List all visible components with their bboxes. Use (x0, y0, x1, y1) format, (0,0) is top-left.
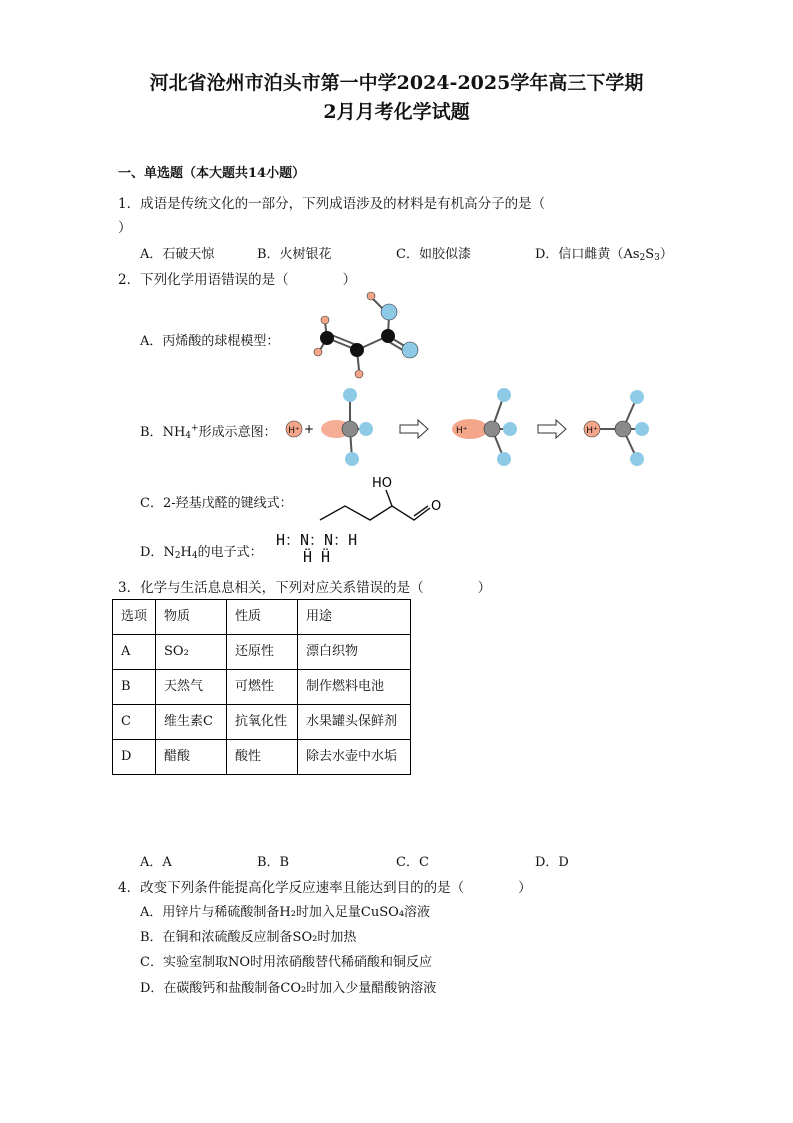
q1-stem-end: ） (118, 220, 132, 236)
hydroxypentanal-skeletal-formula (310, 472, 450, 532)
table-cell: 可燃性 (227, 670, 298, 705)
carbon-atom (381, 329, 395, 343)
q1-stem: 1．成语是传统文化的一部分，下列成语涉及的材料是有机高分子的是（ (118, 196, 546, 212)
electron-formula-bottom: Ḧ Ḧ (303, 548, 331, 566)
q1-option-c[interactable]: C．如胶似漆 (396, 247, 471, 262)
q2-option-b[interactable]: B．$NH_4^+$形成示意图： (140, 423, 277, 441)
table-row (113, 740, 411, 775)
q1-option-b[interactable]: B．火树银花 (257, 247, 332, 262)
ammonium-formation-diagram (280, 385, 660, 475)
table-cell: C (113, 705, 156, 740)
q4-stem: 4．改变下列条件能提高化学反应速率且能达到目的的是（ ） (118, 880, 532, 896)
arrow-2 (538, 420, 566, 438)
table-cell: 醋酸 (156, 740, 227, 775)
oxygen-atom (402, 342, 418, 358)
table-cell: 制作燃料电池 (298, 670, 411, 705)
title-line-2: 2月月考化学试题 (323, 101, 470, 123)
title-line-1: 河北省沧州市泊头市第一中学2024-2025学年高三下学期 (149, 72, 644, 94)
step-1 (286, 388, 373, 466)
header-cell: 物质 (156, 600, 227, 635)
electron-formula-top: H：N：N：H (276, 531, 358, 549)
table-cell: 还原性 (227, 635, 298, 670)
q3-stem: 3．化学与生活息息相关，下列对应关系错误的是（ ） (118, 580, 492, 596)
q1-option-a[interactable]: A．石破天惊 (140, 247, 215, 262)
q1-option-d[interactable]: D．信口雌黄$(As_2S_3)$ (535, 247, 673, 263)
q4-option-d[interactable]: D．在碳酸钙和盐酸制备CO₂时加入少量醋酸钠溶液 (140, 981, 437, 996)
step-3 (584, 390, 649, 466)
hydrogen-atom (321, 316, 329, 324)
table-cell: 酸性 (227, 740, 298, 775)
table-row (113, 635, 411, 670)
q3-option-a[interactable]: A．A (140, 855, 172, 870)
table-cell: 抗氧化性 (227, 705, 298, 740)
table-cell: 水果罐头保鲜剂 (298, 705, 411, 740)
q4-option-b[interactable]: B．在铜和浓硫酸反应制备SO₂时加热 (140, 930, 357, 945)
q3-option-d[interactable]: D．D (535, 855, 569, 870)
q4-option-c[interactable]: C．实验室制取NO时用浓硝酸替代稀硝酸和铜反应 (140, 955, 432, 970)
header-cell: 选项 (113, 600, 156, 635)
oxygen-atom (381, 304, 397, 320)
header-cell: 用途 (298, 600, 411, 635)
table-cell: 天然气 (156, 670, 227, 705)
table-row (113, 705, 411, 740)
carbon-atom (320, 331, 334, 345)
table-row (113, 670, 411, 705)
table-header-row (113, 600, 411, 635)
q2-option-c[interactable]: C．2-羟基戊醛的键线式： (140, 496, 293, 511)
q2-stem: 2．下列化学用语错误的是（ ） (118, 272, 357, 288)
svg-text:H⁺: H⁺ (586, 426, 598, 436)
table-cell: 除去水壶中水垢 (298, 740, 411, 775)
table-cell: 维生素C (156, 705, 227, 740)
arrow-1 (400, 420, 428, 438)
svg-text:H⁺: H⁺ (456, 426, 468, 436)
table-cell: SO₂ (156, 635, 227, 670)
acrylic-acid-ball-stick-model (300, 290, 430, 380)
h-plus-label: H⁺ (288, 426, 300, 436)
q3-option-c[interactable]: C．C (396, 855, 429, 870)
q2-option-d[interactable]: D．$N_2H_4$的电子式： (140, 545, 263, 561)
q4-option-a[interactable]: A．用锌片与稀硫酸制备H₂时加入足量CuSO₄溶液 (140, 905, 431, 920)
hydroxyl-label: HO (372, 476, 393, 491)
plus-sign: + (303, 422, 315, 436)
hydrogen-atom (314, 348, 322, 356)
table-cell: 漂白织物 (298, 635, 411, 670)
hydrogen-atom (367, 292, 375, 300)
hydrogen-atom (355, 370, 363, 378)
table-cell: B (113, 670, 156, 705)
carbon-atom (350, 343, 364, 357)
q3-table (112, 599, 411, 775)
table-cell: D (113, 740, 156, 775)
section-heading: 一、单选题（本大题共14小题） (118, 166, 306, 181)
q2-option-a[interactable]: A．丙烯酸的球棍模型： (140, 334, 280, 349)
header-cell: 性质 (227, 600, 298, 635)
step-2 (452, 388, 517, 466)
table-cell: A (113, 635, 156, 670)
q3-option-b[interactable]: B．B (257, 855, 290, 870)
carbonyl-o-label: O (431, 499, 442, 514)
